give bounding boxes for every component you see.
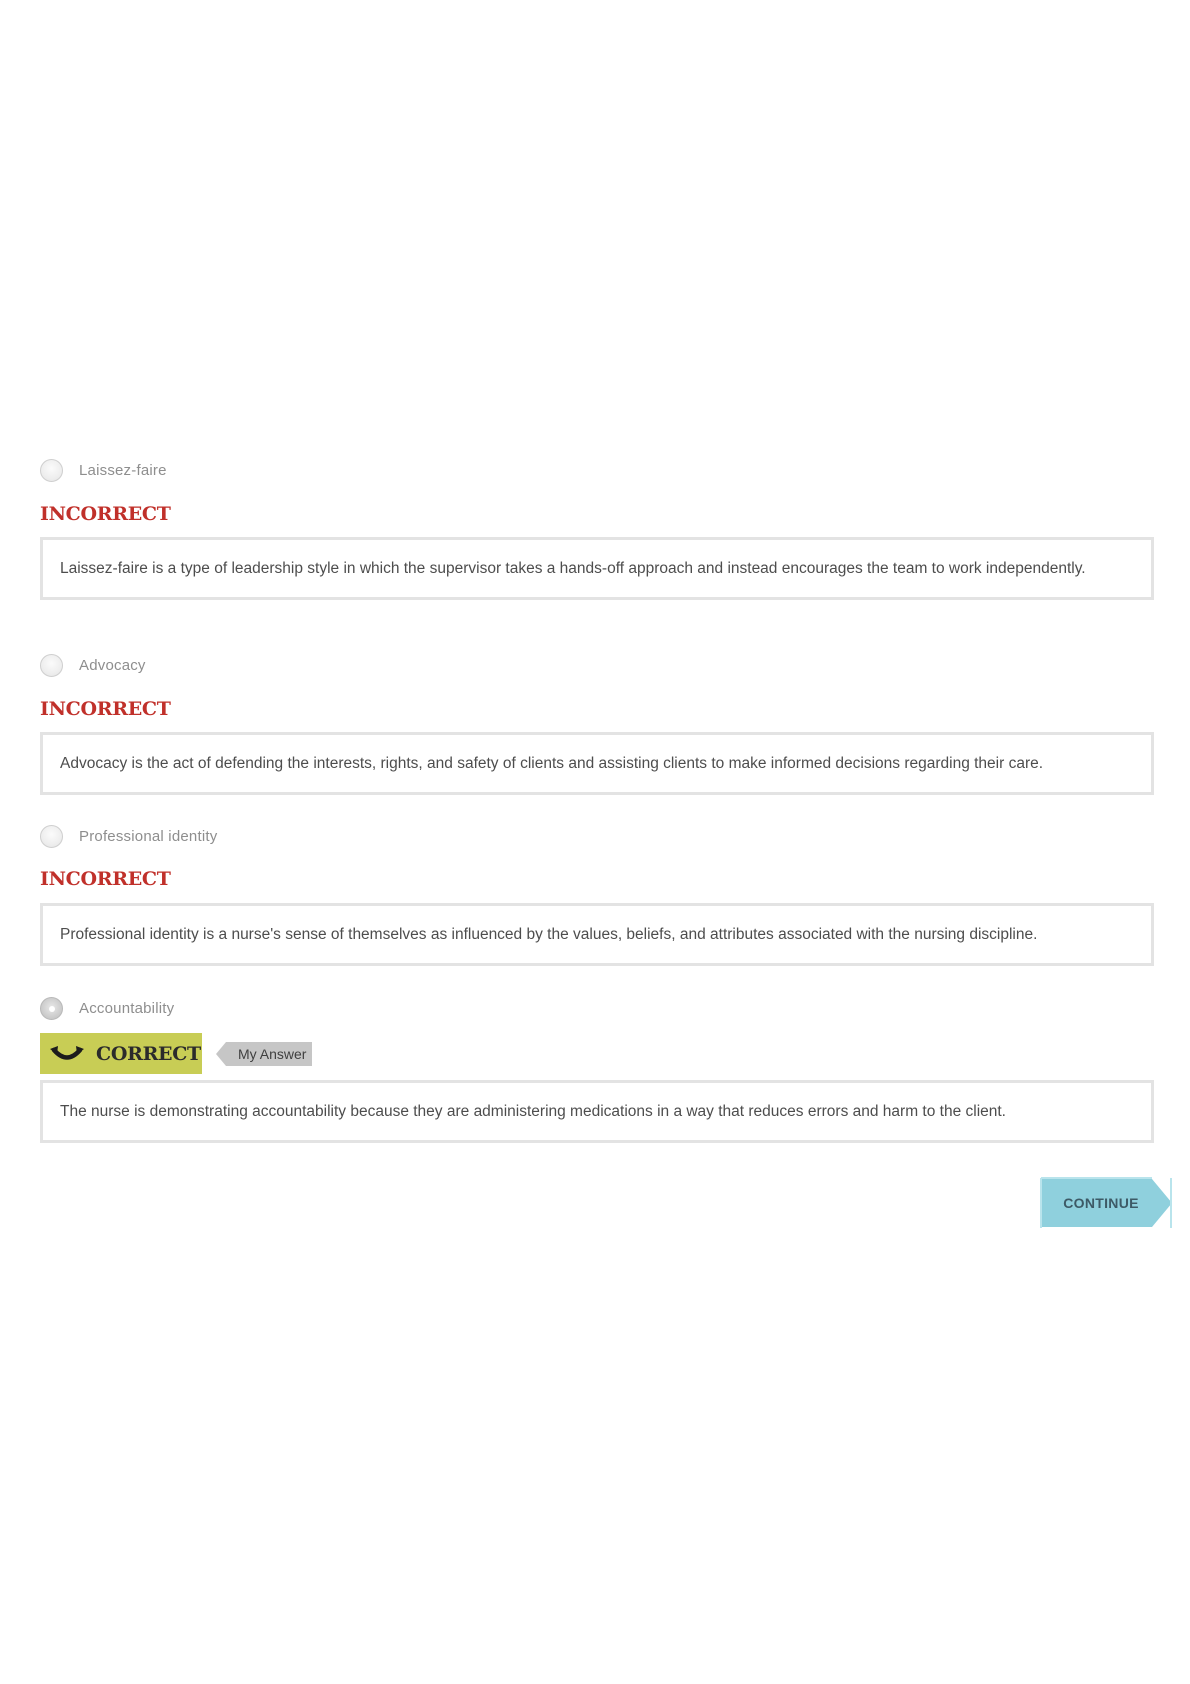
continue-button[interactable] (1040, 1177, 1172, 1229)
incorrect-verdict: INCORRECT (40, 503, 171, 525)
radio-button[interactable] (40, 825, 63, 848)
feedback-box: Advocacy is the act of defending the interests, rights, and safety of clients and assisting clients to make informed decisions regarding their care. (40, 732, 1154, 795)
radio-button[interactable] (40, 654, 63, 677)
feedback-box: The nurse is demonstrating accountability because they are administering medications in a way that reduces errors and harm to the client. (40, 1080, 1154, 1143)
option-laissez-faire[interactable] (40, 455, 167, 485)
option-label: Advocacy (79, 656, 146, 674)
radio-button-selected[interactable] (40, 997, 63, 1020)
my-answer-label: My Answer (226, 1042, 312, 1066)
feedback-box: Laissez-faire is a type of leadership style in which the supervisor takes a hands-off approach and instead encourages the team to work independently. (40, 537, 1154, 600)
incorrect-verdict: INCORRECT (40, 868, 171, 890)
incorrect-verdict: INCORRECT (40, 698, 171, 720)
correct-verdict: CORRECT (96, 1042, 201, 1065)
my-answer-tag (216, 1042, 312, 1066)
continue-label: CONTINUE (1063, 1195, 1139, 1211)
curved-arrow-icon (50, 1043, 84, 1065)
radio-dot (49, 1006, 55, 1012)
feedback-box: Professional identity is a nurse's sense of themselves as influenced by the values, beliefs, and attributes associated with the nursing discipline. (40, 903, 1154, 966)
option-accountability[interactable] (40, 993, 174, 1023)
tag-arrow-icon (216, 1042, 226, 1066)
correct-badge (40, 1033, 202, 1074)
radio-button[interactable] (40, 459, 63, 482)
option-advocacy[interactable] (40, 650, 146, 680)
option-label: Laissez-faire (79, 461, 167, 479)
option-professional-identity[interactable] (40, 821, 217, 851)
option-label: Professional identity (79, 827, 218, 845)
option-label: Accountability (79, 999, 175, 1017)
